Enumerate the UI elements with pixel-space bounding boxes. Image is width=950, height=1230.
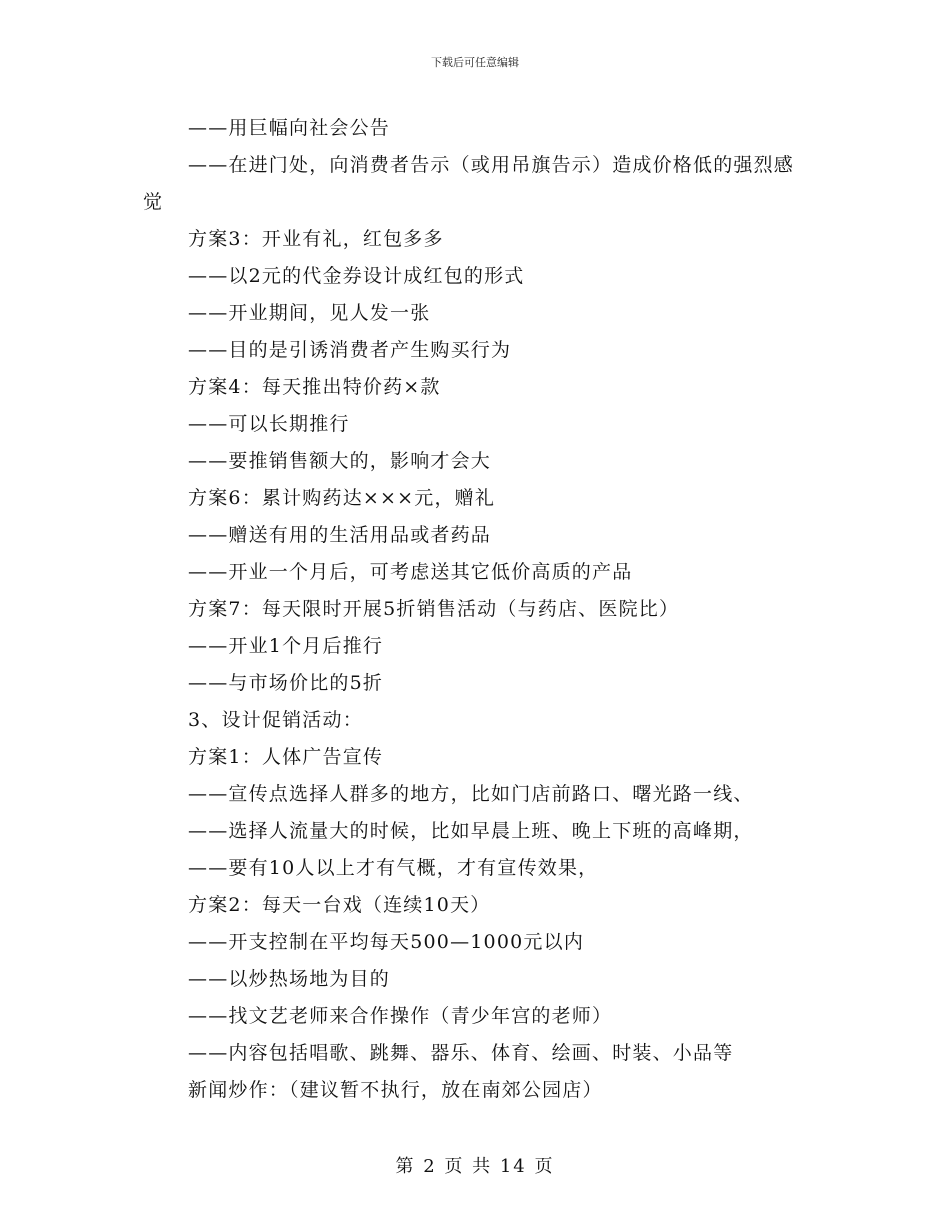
body-text	[143, 110, 813, 1109]
text-line: ——开业1个月后推行	[188, 635, 384, 657]
plan-heading: 方案6：累计购药达×××元，赠礼	[188, 487, 496, 509]
text-line: ——内容包括唱歌、跳舞、器乐、体育、绘画、时装、小品等	[188, 1042, 734, 1064]
text-line: ——宣传点选择人群多的地方，比如门店前路口、曙光路一线、	[188, 783, 754, 805]
text-line: ——以2元的代金券设计成红包的形式	[188, 265, 525, 287]
text-line: ——要推销售额大的，影响才会大	[188, 450, 492, 472]
page-header: 下载后可任意编辑	[431, 56, 519, 69]
text-line: ——选择人流量大的时候，比如早晨上班、晚上下班的高峰期，	[188, 820, 754, 842]
plan-heading: 方案3：开业有礼，红包多多	[188, 228, 444, 250]
text-line: ——开业期间，见人发一张	[188, 302, 431, 324]
plan-heading: 方案4：每天推出特价药×款	[188, 376, 441, 398]
text-line: ——以炒热场地为目的	[188, 968, 391, 990]
text-line: 新闻炒作：（建议暂不执行，放在南郊公园店）	[188, 1079, 603, 1101]
plan-heading: 方案7：每天限时开展5折销售活动（与药店、医院比）	[188, 598, 680, 620]
text-line: ——找文艺老师来合作操作（青少年宫的老师）	[188, 1005, 613, 1027]
plan-heading: 方案1：人体广告宣传	[188, 746, 384, 768]
text-line: ——开支控制在平均每天500—1000元以内	[188, 931, 585, 953]
text-line: ——赠送有用的生活用品或者药品	[188, 524, 492, 546]
text-line: ——要有10人以上才有气概，才有宣传效果，	[188, 857, 599, 879]
text-paragraph: ——在进门处，向消费者告示（或用吊旗告示）造成价格低的强烈感觉	[143, 154, 795, 213]
section-heading: 3、设计促销活动：	[188, 709, 363, 731]
text-line: ——开业一个月后，可考虑送其它低价高质的产品	[188, 561, 633, 583]
page-footer: 第 2 页 共 14 页	[395, 1156, 555, 1177]
text-line: ——可以长期推行	[188, 413, 350, 435]
text-line: ——目的是引诱消费者产生购买行为	[188, 339, 512, 361]
text-line: ——与市场价比的5折	[188, 672, 384, 694]
text-line: ——用巨幅向社会公告	[188, 117, 391, 139]
plan-heading: 方案2：每天一台戏（连续10天）	[188, 894, 491, 916]
